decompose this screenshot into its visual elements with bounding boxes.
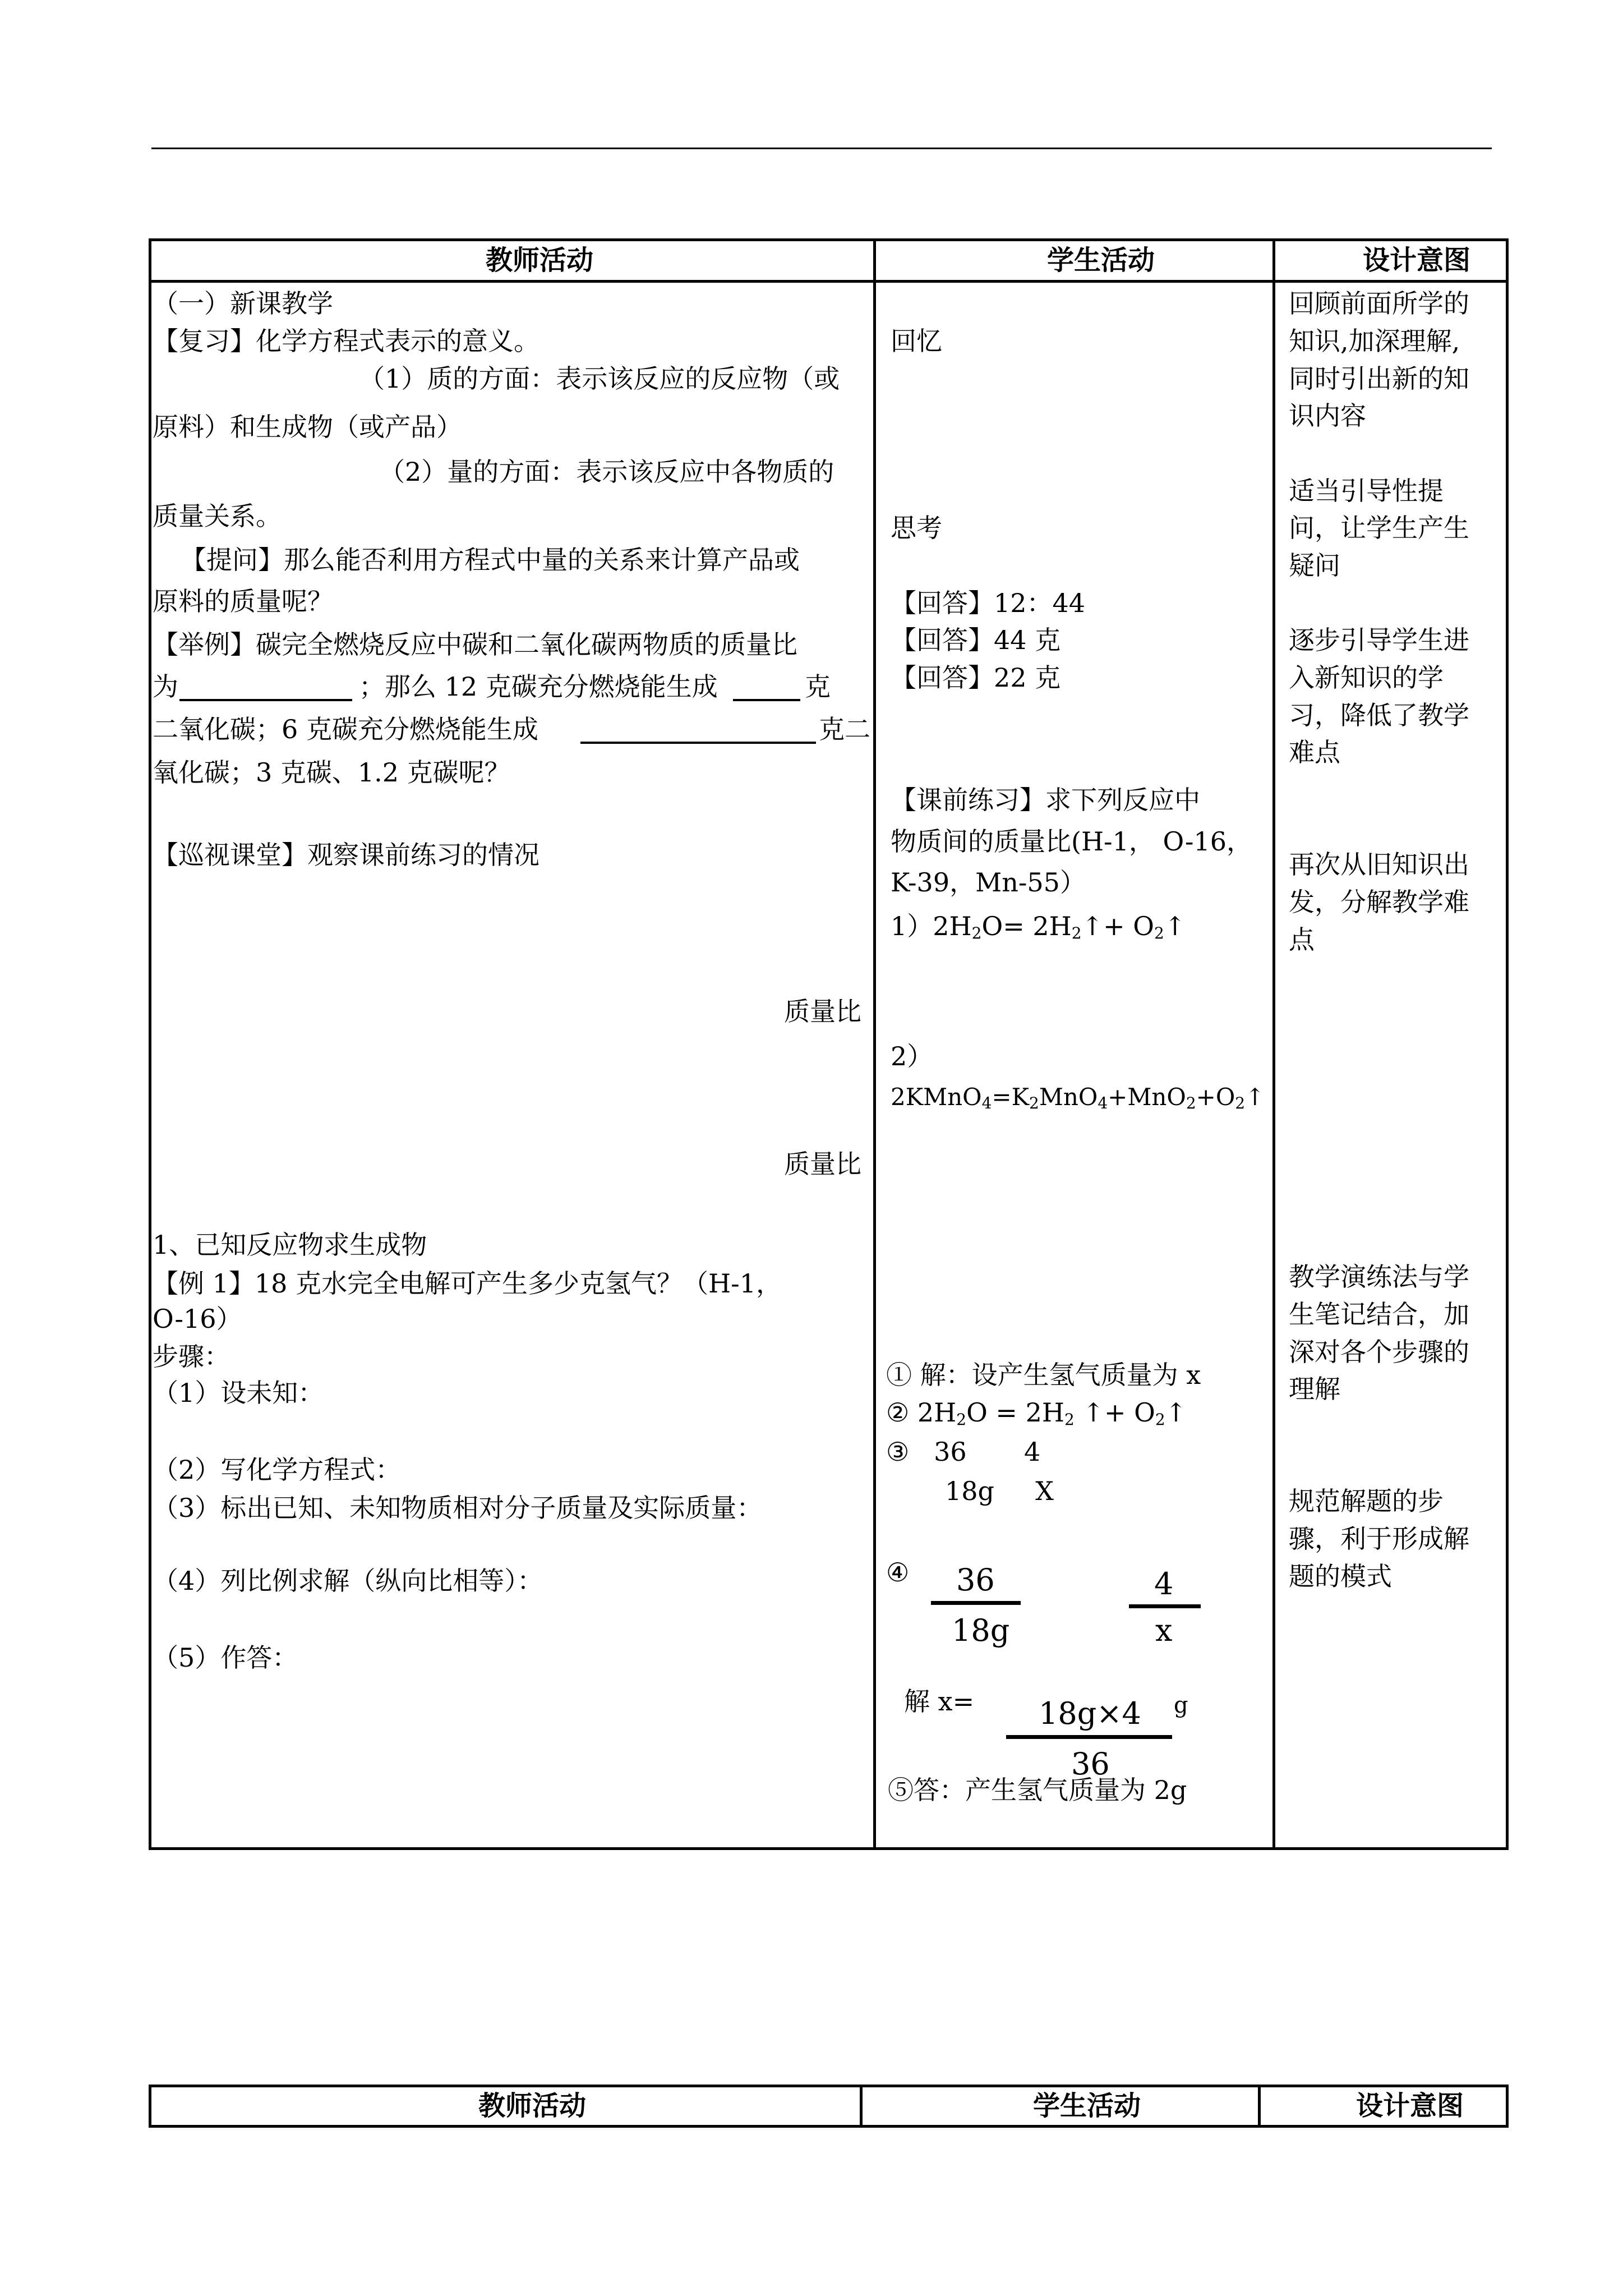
fraction-1-denominator: 18g [952, 1613, 1010, 1648]
step-line: （4）列比例求解（纵向比相等）： [153, 1566, 543, 1596]
design-line: 教学演练法与学 [1289, 1262, 1469, 1292]
table-border-top [149, 238, 1509, 241]
equation-1: $1)2H_2O=$ $2H_2↑+$ $O_2↑$ [891, 911, 1186, 942]
design-line: 适当引导性提 [1289, 476, 1444, 506]
design-line: 点 [1289, 924, 1315, 955]
table-border-bottom [149, 1847, 1509, 1850]
design-line: 理解 [1289, 1374, 1340, 1404]
teacher-line: 质量关系。 [153, 501, 282, 531]
working-answer: ⑤答：产生氢气质量为 2g [888, 1775, 1187, 1805]
working-step-3-values: 18g X [945, 1476, 1054, 1506]
teacher-line: 1、已知反应物求生成物 [153, 1230, 427, 1260]
design-line: 再次从旧知识出 [1289, 849, 1469, 880]
design-line: 识内容 [1289, 401, 1366, 431]
answer-blank [580, 742, 816, 744]
table2-border-left [149, 2085, 151, 2128]
step-line: （1）设未知： [153, 1378, 324, 1408]
teacher-line: 克二 [819, 714, 870, 744]
table2-border-bottom [149, 2125, 1509, 2128]
design-line: 深对各个步骤的 [1289, 1337, 1469, 1367]
student-line: K-39，Mn-55） [891, 867, 1086, 898]
answer-blank [733, 699, 800, 701]
step-line: （2）写化学方程式： [153, 1455, 402, 1485]
fraction-3-numerator: 18g×4 [1039, 1696, 1141, 1731]
student-line: 【回答】22 克 [891, 662, 1061, 693]
teacher-line: （1）质的方面：表示该反应的反应物（或 [359, 364, 840, 394]
design-line: 逐步引导学生进 [1289, 625, 1469, 655]
teacher-line: 【提问】那么能否利用方程式中量的关系来计算产品或 [181, 545, 800, 575]
working-step-2: ② $2H_2O = 2H_2$ ↑+ $O_2↑$ [886, 1397, 1187, 1429]
table2-col-divider-2 [1258, 2085, 1261, 2128]
table2-border-right [1506, 2085, 1509, 2128]
fraction-1-numerator: 36 [956, 1562, 995, 1598]
teacher-line: 【巡视课堂】观察课前练习的情况 [153, 840, 540, 870]
equation-2: $2KMnO_4=K_2MnO_4+MnO_2+O_2↑$ [891, 1083, 1265, 1112]
teacher-line: 氧化碳；3 克碳、1.2 克碳呢？ [153, 757, 510, 788]
table-border-right [1506, 238, 1509, 1850]
solve-label: 解 x= [904, 1686, 975, 1717]
working-step-3: ③ 36 4 [886, 1437, 1041, 1467]
student-line: 【课前练习】求下列反应中 [891, 785, 1200, 815]
working-step-4: ④ [886, 1557, 910, 1588]
fraction-3-bar [1006, 1735, 1172, 1739]
student-line: 思考 [891, 513, 942, 543]
table-border-left [149, 238, 151, 1850]
teacher-line: 克 [805, 671, 831, 702]
unit-g: g [1174, 1692, 1188, 1718]
design-line: 疑问 [1289, 550, 1340, 581]
teacher-line: O-16） [153, 1304, 242, 1334]
fraction-2-denominator: x [1155, 1613, 1173, 1648]
teacher-line: （一）新课教学 [153, 288, 333, 319]
design-line: 难点 [1289, 737, 1340, 767]
design-line: 同时引出新的知 [1289, 364, 1469, 394]
teacher-line: 二氧化碳；6 克碳充分燃烧能生成 [153, 714, 538, 744]
teacher-line: 原料）和生成物（或产品） [153, 412, 462, 442]
header-design: 设计意图 [1363, 245, 1471, 276]
header-teacher: 教师活动 [486, 245, 594, 276]
working-step-1: ① 解：设产生氢气质量为 x [886, 1360, 1201, 1390]
fraction-2-numerator: 4 [1154, 1566, 1174, 1602]
page-header-rule [151, 148, 1492, 149]
teacher-line: 为 [153, 671, 178, 702]
teacher-line: ；那么 12 克碳充分燃烧能生成 [359, 671, 718, 702]
table2-border-top [149, 2085, 1509, 2087]
teacher-line: 【举例】碳完全燃烧反应中碳和二氧化碳两物质的质量比 [153, 629, 797, 660]
design-line: 问，让学生产生 [1289, 513, 1469, 543]
mass-ratio-label: 质量比 [784, 996, 861, 1027]
fraction-1-bar [931, 1601, 1021, 1605]
table2-header-student: 学生活动 [1033, 2090, 1141, 2122]
student-line: 【回答】12：44 [891, 588, 1086, 618]
table2-col-divider-1 [860, 2085, 863, 2128]
header-student: 学生活动 [1047, 245, 1155, 276]
fraction-2-bar [1129, 1604, 1201, 1608]
teacher-line: 原料的质量呢？ [153, 586, 333, 616]
design-line: 入新知识的学 [1289, 662, 1444, 693]
teacher-line: （2）量的方面：表示该反应中各物质的 [379, 457, 834, 487]
design-line: 发，分解教学难 [1289, 887, 1469, 917]
table-col-divider-1 [873, 238, 876, 1850]
step-line: （3）标出已知、未知物质相对分子质量及实际质量： [153, 1493, 763, 1523]
design-line: 生笔记结合，加 [1289, 1299, 1469, 1329]
student-line: 2） [891, 1041, 933, 1071]
table2-header-teacher: 教师活动 [478, 2090, 587, 2122]
teacher-line: 【复习】化学方程式表示的意义。 [153, 326, 540, 356]
step-line: （5）作答： [153, 1642, 298, 1673]
answer-blank [179, 699, 352, 701]
fraction-3-denominator: 36 [1071, 1746, 1110, 1782]
design-line: 题的模式 [1289, 1561, 1392, 1591]
student-line: 回忆 [891, 326, 942, 356]
student-line: 【回答】44 克 [891, 625, 1061, 655]
design-line: 习，降低了教学 [1289, 700, 1469, 730]
design-line: 回顾前面所学的 [1289, 288, 1469, 319]
design-line: 骤，利于形成解 [1289, 1524, 1469, 1554]
design-line: 知识,加深理解, [1289, 326, 1460, 356]
student-line: 物质间的质量比(H-1， O-16， [891, 826, 1252, 857]
mass-ratio-label: 质量比 [784, 1149, 861, 1179]
design-line: 规范解题的步 [1289, 1486, 1444, 1516]
table-col-divider-2 [1272, 238, 1275, 1850]
teacher-line: 步骤： [153, 1341, 230, 1372]
table-header-divider [149, 280, 1509, 283]
table2-header-design: 设计意图 [1356, 2090, 1464, 2122]
teacher-line: 【例 1】18 克水完全电解可产生多少克氢气？（H-1， [153, 1268, 782, 1299]
